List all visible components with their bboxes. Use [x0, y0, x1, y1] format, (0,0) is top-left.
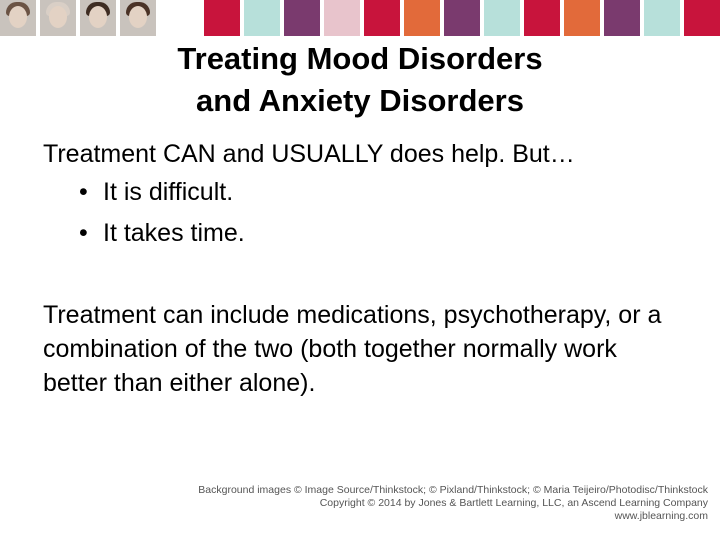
banner-color-tile: [284, 0, 320, 36]
banner-color-tile: [564, 0, 600, 36]
banner-photo-woman: [80, 0, 116, 36]
banner-color-tile: [684, 0, 720, 36]
title-line-1: Treating Mood Disorders: [177, 41, 543, 76]
header-banner: [0, 0, 720, 36]
bullet-dot: •: [79, 178, 88, 206]
bullet-item: [79, 216, 245, 250]
bullet-dot: •: [79, 219, 88, 247]
banner-color-tile: [484, 0, 520, 36]
banner-color-tile: [364, 0, 400, 36]
credit-line-1: Background images © Image Source/Thinkstock; © Pixland/Thinkstock; © Maria Teijeiro/Photodisc/Thinkstock: [198, 484, 708, 496]
banner-color-tile: [324, 0, 360, 36]
banner-color-tile: [204, 0, 240, 36]
title-line-2: and Anxiety Disorders: [196, 83, 524, 118]
banner-photo-girl: [120, 0, 156, 36]
banner-color-tile: [164, 0, 200, 36]
banner-color-tile: [524, 0, 560, 36]
banner-color-tile: [644, 0, 680, 36]
banner-photo-child: [0, 0, 36, 36]
treatment-paragraph: Treatment can include medications, psychotherapy, or a combination of the two (both together normally work better than either alone).: [43, 301, 662, 397]
banner-color-tile: [404, 0, 440, 36]
banner-photo-baby: [40, 0, 76, 36]
image-credits: [198, 484, 708, 523]
bullet-text: It takes time.: [103, 219, 245, 247]
credit-line-2: Copyright © 2014 by Jones & Bartlett Learning, LLC, an Ascend Learning Company: [319, 497, 708, 509]
banner-color-tile: [444, 0, 480, 36]
intro-text: Treatment CAN and USUALLY does help. But…: [43, 140, 575, 168]
bullet-item: [79, 175, 233, 209]
bullet-text: It is difficult.: [103, 178, 234, 206]
banner-color-tile: [604, 0, 640, 36]
slide-title: [0, 38, 720, 122]
banner-color-tile: [244, 0, 280, 36]
credit-line-3: www.jblearning.com: [614, 510, 708, 522]
